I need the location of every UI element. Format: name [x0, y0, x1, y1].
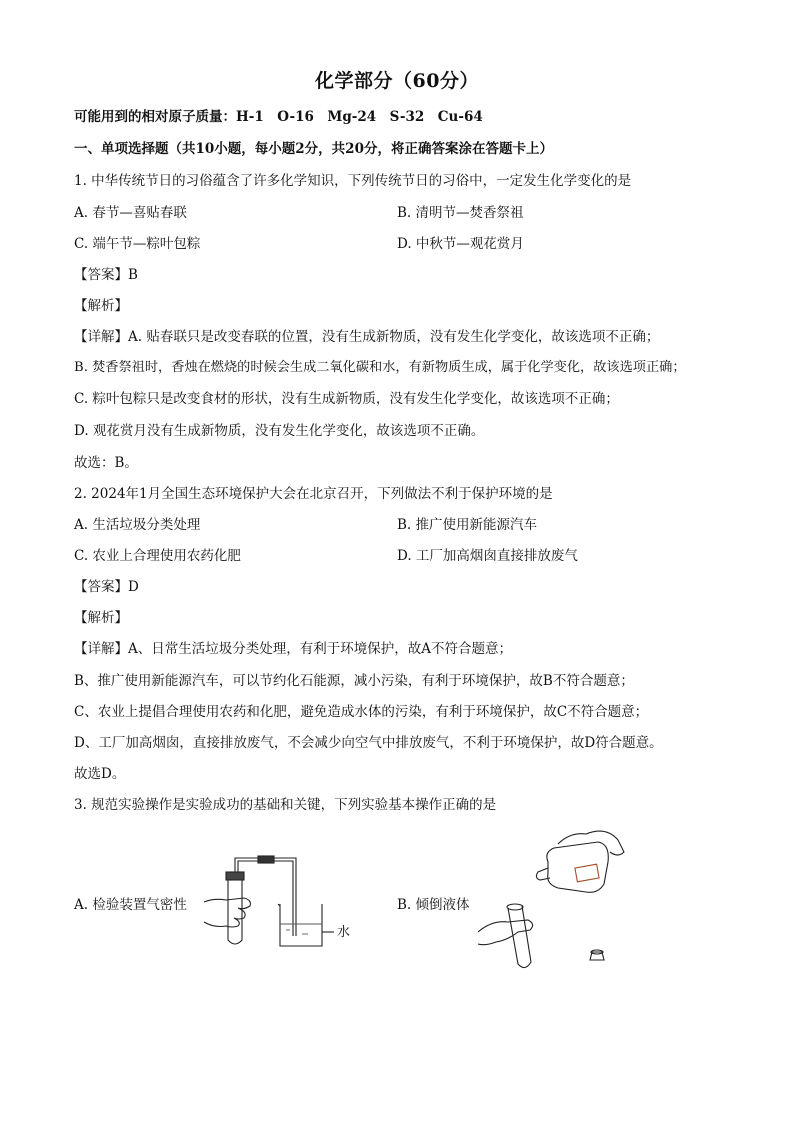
question-2-detail-c: C、农业上提倡合理使用农药和化肥，避免造成水体的污染，有利于环境保护，故C不符合题意；	[74, 704, 649, 720]
question-1-detail-b: B. 焚香祭祖时，香烛在燃烧的时候会生成二氧化碳和水，有新物质生成，属于化学变化，故该选项正确；	[74, 360, 686, 375]
question-1-detail-c: C. 粽叶包粽只是改变食材的形状，没有生成新物质，没有发生化学变化，故该选项不正确；	[74, 391, 619, 407]
water-label: 水	[337, 925, 351, 940]
section-heading: 一、单项选择题（共10小题，每小题2分，共20分，将正确答案涂在答题卡上）	[74, 141, 553, 157]
question-1-option-b: B. 清明节—焚香祭祖	[397, 205, 524, 221]
question-2-option-c: C. 农业上合理使用农药化肥	[74, 548, 241, 564]
question-2-option-a: A. 生活垃圾分类处理	[74, 517, 201, 533]
question-1-detail-a: 【详解】A. 贴春联只是改变春联的位置，没有生成新物质，没有发生化学变化，故该选项不正确；	[74, 329, 660, 345]
question-2-detail-b: B、推广使用新能源汽车，可以节约化石能源，减小污染，有利于环境保护，故B不符合题意；	[74, 673, 634, 689]
question-3-option-b: B. 倾倒液体	[397, 897, 470, 913]
question-2-answer: 【答案】D	[74, 579, 139, 595]
question-1-option-c: C. 端午节—粽叶包粽	[74, 236, 201, 252]
question-2-detail-a: 【详解】A、日常生活垃圾分类处理，有利于环境保护，故A不符合题意；	[74, 641, 512, 657]
question-1-option-a: A. 春节—喜贴春联	[74, 205, 187, 221]
question-1-analysis-label: 【解析】	[74, 298, 128, 314]
question-2-conclusion: 故选D。	[74, 766, 126, 782]
page-title: 化学部分（60分）	[315, 70, 479, 92]
question-3-option-a: A. 检验装置气密性	[74, 897, 187, 913]
airtightness-check-figure	[198, 848, 358, 952]
question-1-conclusion: 故选：B。	[74, 455, 138, 471]
question-2-analysis-label: 【解析】	[74, 610, 128, 626]
question-1-option-d: D. 中秋节—观花赏月	[397, 236, 524, 252]
question-2-option-d: D. 工厂加高烟囱直接排放废气	[397, 548, 578, 564]
question-3-stem: 3. 规范实验操作是实验成功的基础和关键，下列实验基本操作正确的是	[74, 797, 497, 813]
atomic-masses-line: 可能用到的相对原子质量：H-1 O-16 Mg-24 S-32 Cu-64	[74, 109, 483, 125]
pour-liquid-figure	[478, 822, 628, 974]
question-2-stem: 2. 2024年1月全国生态环境保护大会在北京召开，下列做法不利于保护环境的是	[74, 486, 553, 502]
question-2-detail-d: D、工厂加高烟囱，直接排放废气，不会减少向空气中排放废气，不利于环境保护，故D符合题意。	[74, 735, 663, 751]
test-tube-shape	[228, 878, 242, 944]
question-1-stem: 1. 中华传统节日的习俗蕴含了许多化学知识，下列传统节日的习俗中，一定发生化学变化的是	[74, 173, 632, 189]
question-1-answer: 【答案】B	[74, 267, 138, 283]
question-2-option-b: B. 推广使用新能源汽车	[397, 517, 538, 533]
question-1-detail-d: D. 观花赏月没有生成新物质，没有发生化学变化，故该选项不正确。	[74, 423, 485, 439]
